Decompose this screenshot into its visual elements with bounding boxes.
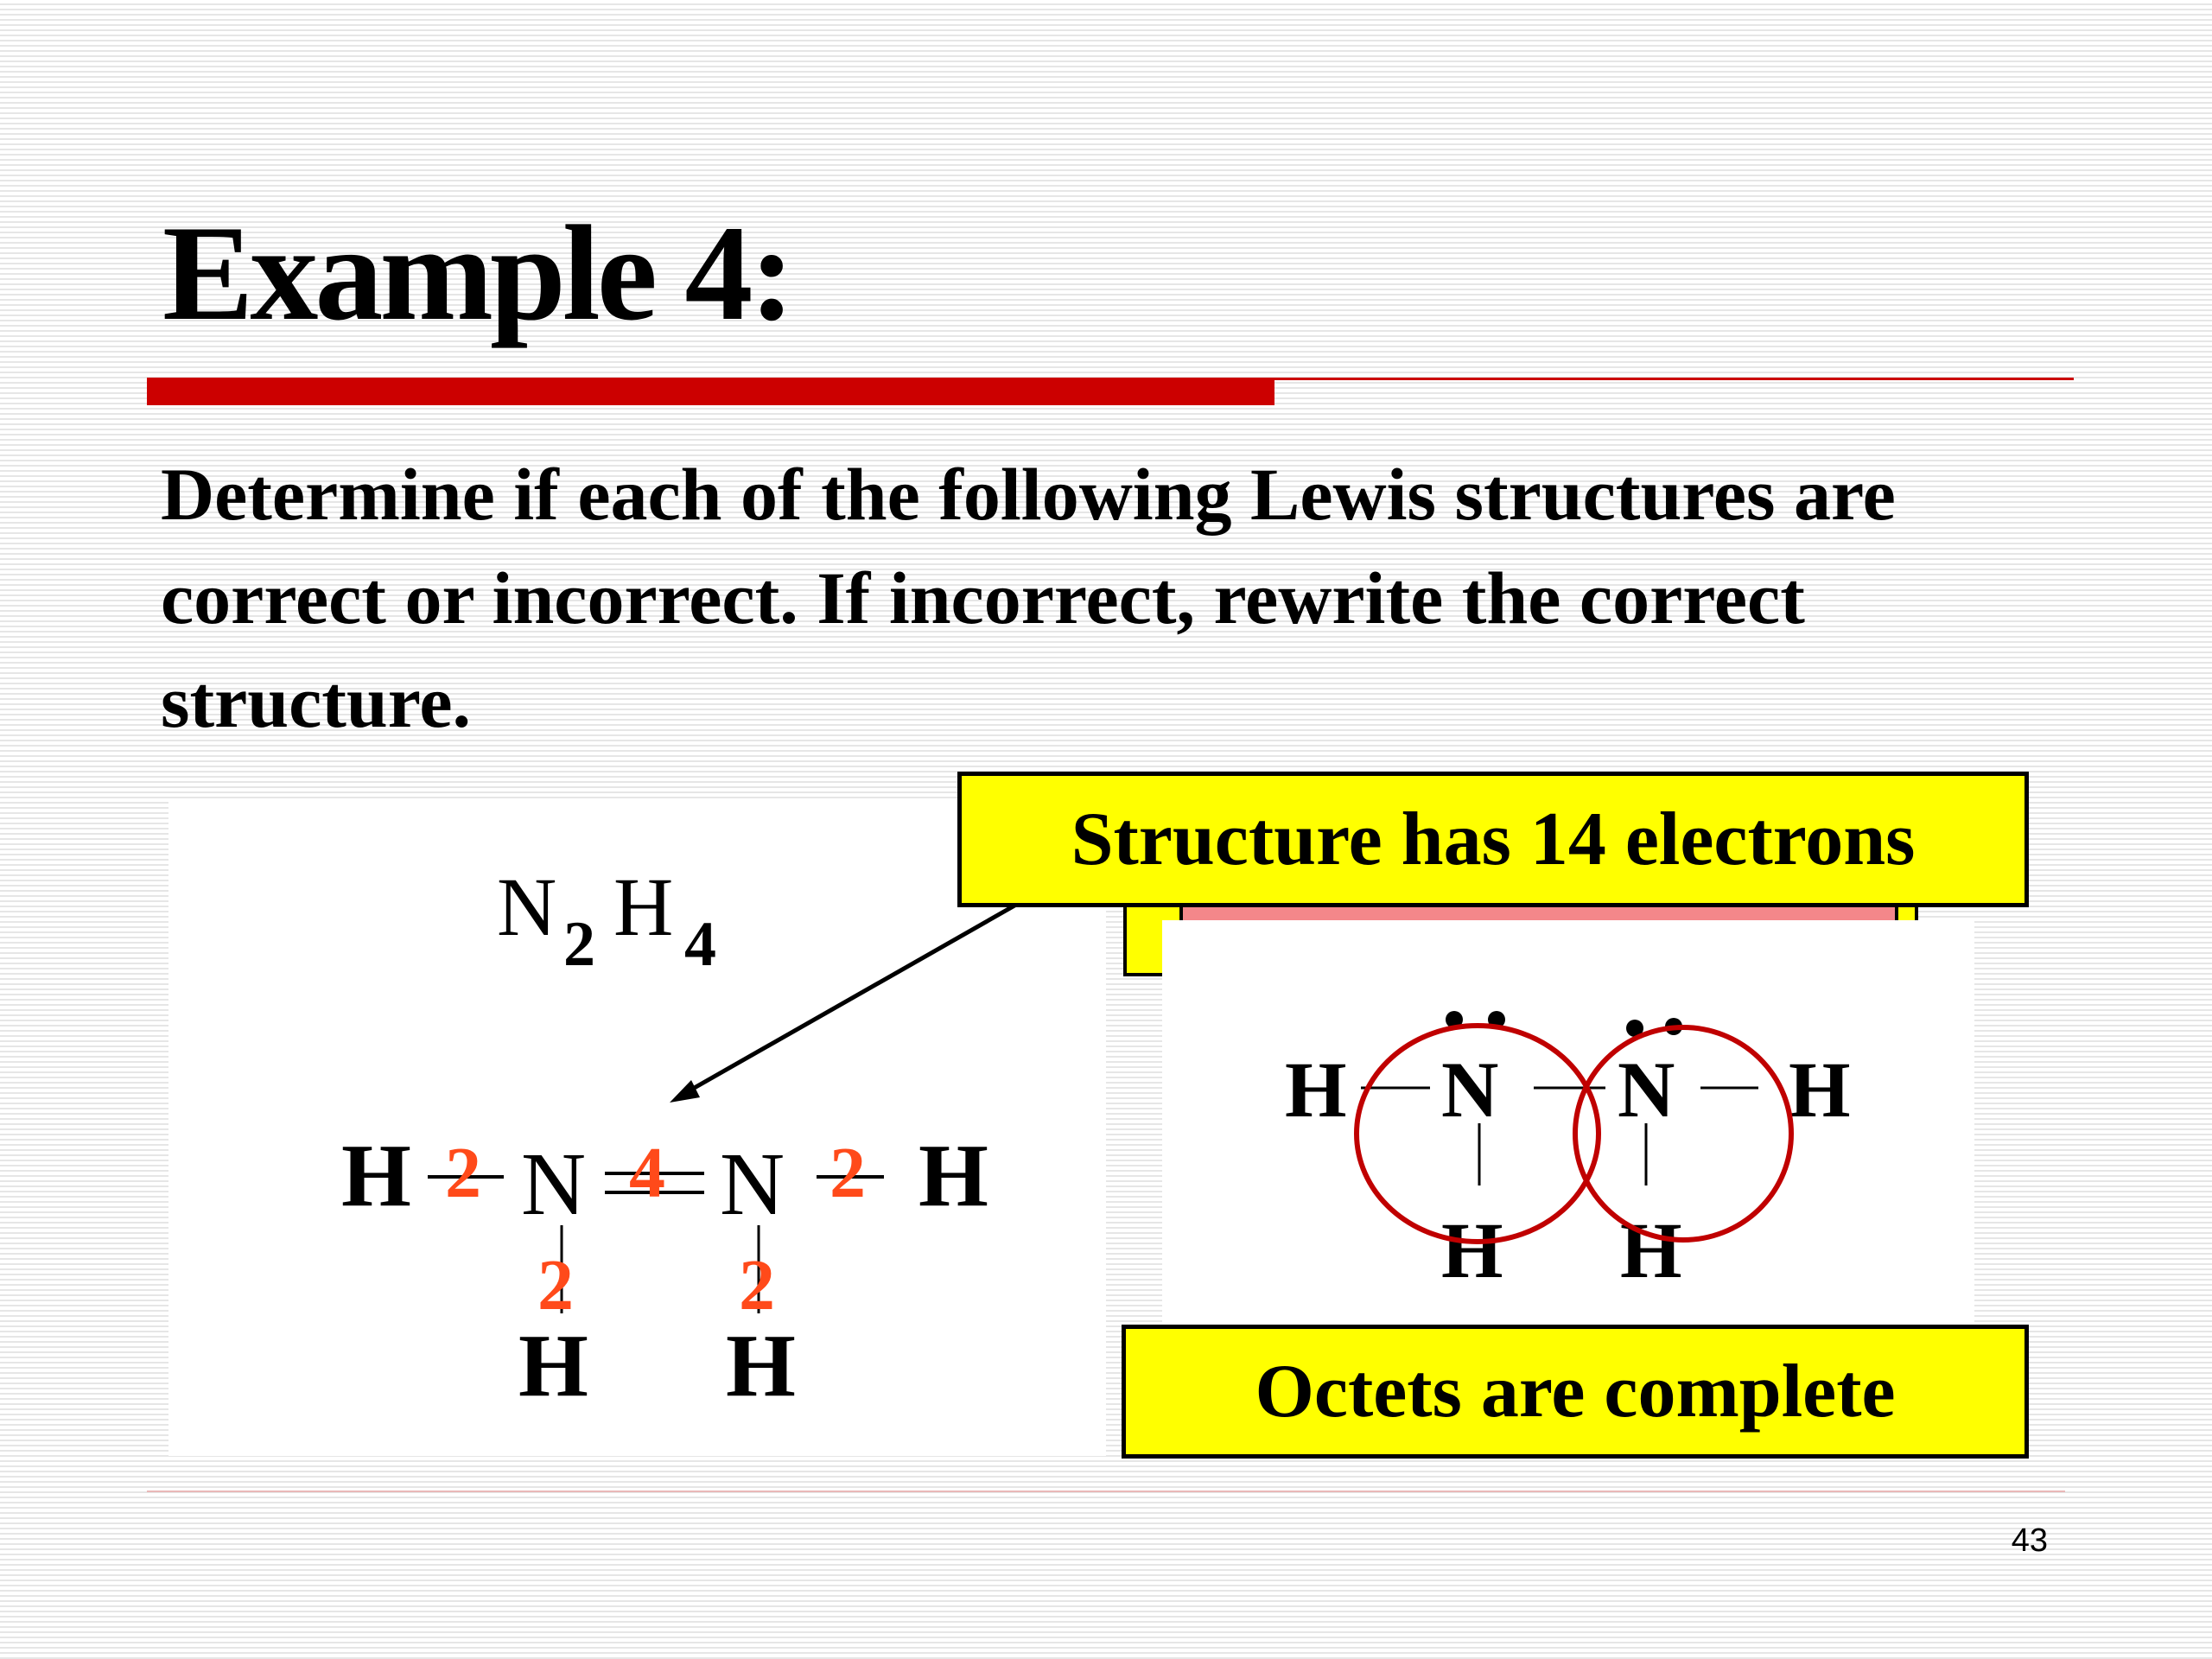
footer-rule: [147, 1491, 2065, 1492]
slide-title: Example 4:: [162, 198, 792, 349]
right-atom-h-right: H: [1789, 1046, 1851, 1134]
formula-h: H: [613, 861, 674, 953]
electron-count-n-h-down-left: 2: [537, 1245, 574, 1325]
electron-count-n-n: 4: [629, 1133, 665, 1213]
atom-h-right: H: [918, 1126, 988, 1225]
callout-electron-count: Structure has 14 electrons: [957, 772, 2029, 907]
right-atom-h-left: H: [1285, 1046, 1347, 1134]
right-atom-n-left: N: [1441, 1046, 1499, 1134]
formula-sub-4: 4: [684, 909, 716, 980]
electron-count-n-h-down-right: 2: [739, 1245, 775, 1325]
formula-sub-2: 2: [563, 909, 595, 980]
atom-n-right: N: [720, 1135, 785, 1234]
atom-n-left: N: [521, 1135, 587, 1234]
page-number: 43: [2011, 1522, 2048, 1559]
right-atom-h-bottom-left: H: [1441, 1206, 1503, 1294]
atom-h-bottom-left: H: [518, 1316, 588, 1415]
octet-circle-right: [1575, 1027, 1791, 1240]
electron-count-h-n-left: 2: [445, 1133, 481, 1213]
formula-n: N: [497, 861, 557, 953]
right-atom-n-right: N: [1618, 1046, 1675, 1134]
right-atom-h-bottom-right: H: [1620, 1206, 1682, 1294]
atom-h-left: H: [341, 1126, 411, 1225]
callout-octets-complete: Octets are complete: [1122, 1325, 2029, 1459]
electron-count-n-h-right: 2: [830, 1133, 866, 1213]
instructions-text: Determine if each of the following Lewis structures are correct or incorrect. If incorrect, rewrite the correct structure.: [161, 453, 1896, 743]
atom-h-bottom-right: H: [726, 1316, 796, 1415]
